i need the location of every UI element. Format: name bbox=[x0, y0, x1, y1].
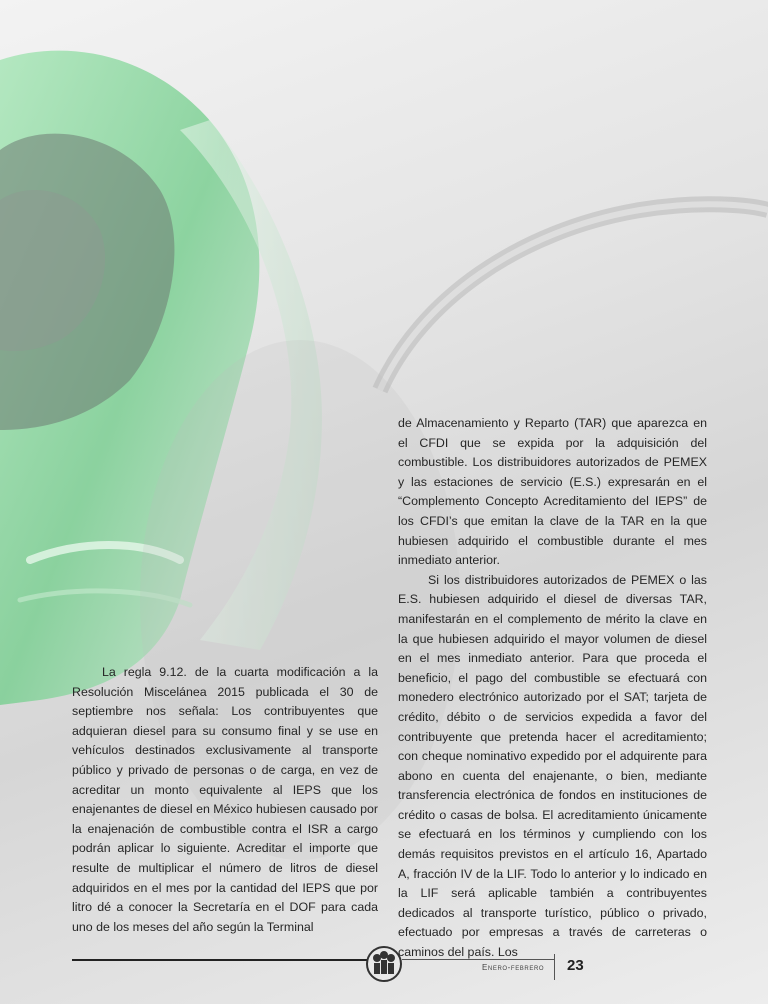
article-paragraph: Si los distribuidores autorizados de PEMEX o las E.S. hubiesen adquirido el diesel de diversas TAR, manifestarán en el complemento de mérito la clave en la que hubiesen adquirido el mayor volumen de diesel en el mes inmediato anterior. Para que proceda el beneficio, el pago del combustible se efectuará con monedero electrónico autorizado por el SAT; tarjeta de crédito, débito o de servicios expedida a favor del contribuyente que pretenda hacer el acreditamiento; con cheque nominativo expedido por el adquirente para abono en cuenta del enajenante, o bien, mediante transferencia electrónica de fondos en instituciones de crédito o casas de bolsa. El acreditamiento únicamente se efectuará en los términos y cumpliendo con los demás requisitos previstos en el artículo 16, Apartado A, fracción IV de la LIF. Todo lo anterior y lo indicado en la LIF será aplicable también a contribuyentes dedicados al transporte turístico, público o privado, efectuado por empresas a través de carreteras o caminos del país. Los bbox=[398, 572, 707, 960]
article-paragraph: La regla 9.12. de la cuarta modificación a la Resolución Miscelánea 2015 publicada el 30 de septiembre nos señala: Los contribuyentes que adquieran diesel para su consumo final y se use en vehículos destinados exclusivamente al transporte público y privado de personas o de carga, en vez de acreditar un monto equivalente al IEPS que los enajenantes de diesel en México hubiesen causado por la enajenación de combustible contra el ISR a cargo podrán aplicar lo siguiente. Acreditar el importe que resulte de multiplicar el número de litros de diesel adquiridos en el mes por la cantidad del IEPS que por litro dé a conocer la Secretaría en el DOF para cada uno de los meses del año según la Terminal bbox=[72, 665, 378, 934]
page-number: 23 bbox=[567, 957, 584, 974]
footer-divider bbox=[72, 959, 372, 961]
issue-label: Enero-febrero bbox=[482, 963, 545, 972]
article-column-right bbox=[398, 414, 707, 963]
footer-divider bbox=[554, 954, 555, 980]
footer-divider bbox=[402, 959, 554, 960]
publisher-logo-icon bbox=[364, 944, 404, 984]
article-paragraph: de Almacenamiento y Reparto (TAR) que aparezca en el CFDI que se expida por la adquisición del combustible. Los distribuidores autorizados de PEMEX y las estaciones de servicio (E.S.) expresarán en el “Complemento Concepto Acreditamiento del IEPS” de los CFDI’s que emitan la clave de la TAR en la que hubiesen adquirido el combustible durante el mes inmediato anterior. bbox=[398, 416, 707, 568]
article-column-left bbox=[72, 663, 378, 937]
